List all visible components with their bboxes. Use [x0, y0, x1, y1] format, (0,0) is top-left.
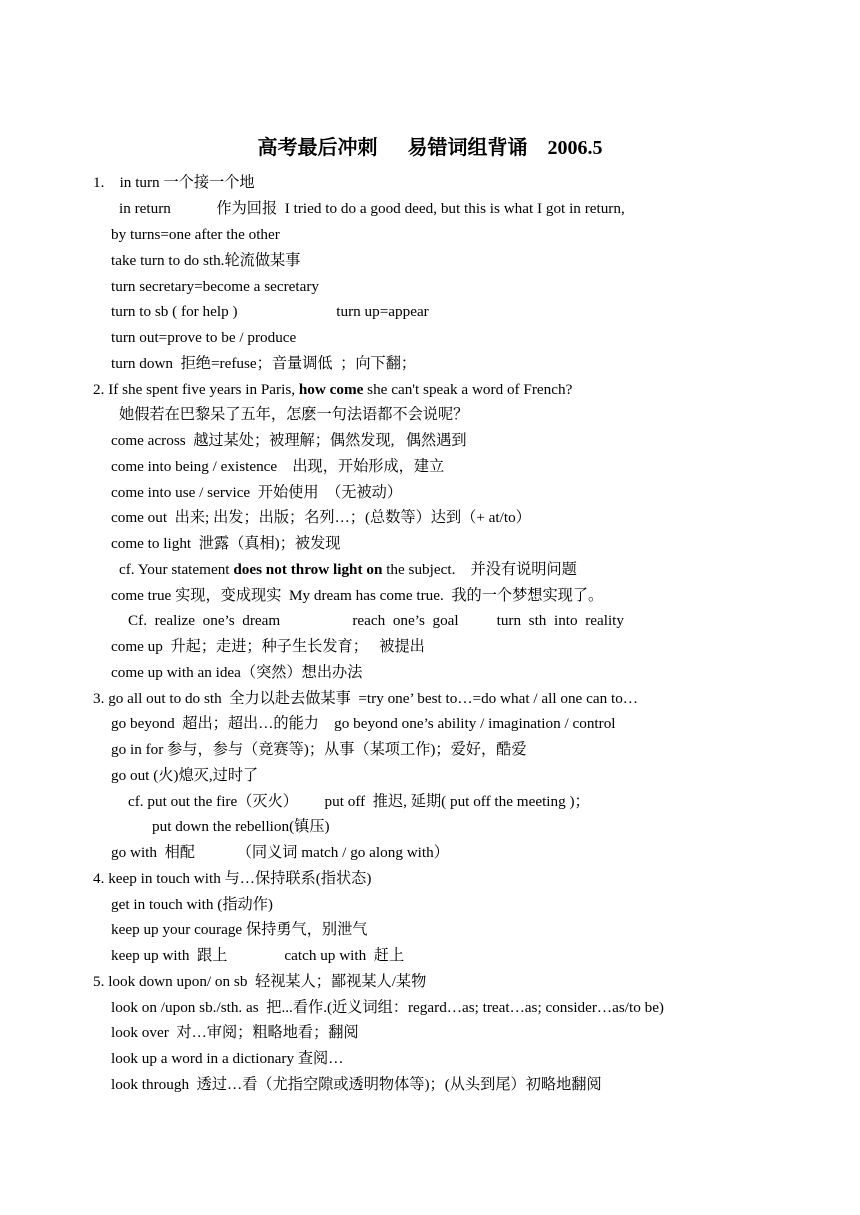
line-text: go beyond 超出；超出…的能力 go beyond one’s ability / imagination / control — [111, 715, 616, 732]
line-text: go out (火)熄灭,过时了 — [111, 767, 259, 784]
text-line — [152, 817, 330, 837]
line-text: 2. If she spent five years in Paris, — [93, 381, 299, 398]
text-line — [128, 611, 624, 631]
line-text: turn down 拒绝=refuse；音量调低 ；向下翻； — [111, 355, 417, 372]
page-title: 高考最后冲刺 易错词组背诵 2006.5 — [257, 137, 603, 159]
line-text: come into being / existence 出现，开始形成，建立 — [111, 458, 445, 475]
text-line — [111, 483, 402, 503]
line-text: keep up your courage 保持勇气，别泄气 — [111, 921, 368, 938]
line-text: 她假若在巴黎呆了五年，怎麽一句法语都不会说呢？ — [119, 406, 469, 423]
text-line — [93, 173, 255, 193]
text-line — [111, 534, 340, 554]
line-text: look over 对…审阅；粗略地看；翻阅 — [111, 1024, 359, 1041]
line-text: in return 作为回报 I tried to do a good deed, but this is what I got in return, — [119, 200, 625, 217]
text-line — [93, 869, 371, 889]
line-text: Cf. realize one’s dream reach one’s goal turn sth into reality — [128, 612, 624, 629]
bold-phrase: does not throw light on — [233, 561, 383, 578]
text-line — [111, 663, 362, 683]
text-line — [119, 199, 625, 219]
text-line — [111, 637, 425, 657]
line-text: 3. go all out to do sth 全力以赴去做某事 =try one’ best to…=do what / all one can to… — [93, 690, 638, 707]
line-text: keep up with 跟上 catch up with 赶上 — [111, 947, 405, 964]
text-line — [111, 328, 296, 348]
line-text: go in for 参与，参与（竞赛等)；从事（某项工作)；爱好，酷爱 — [111, 741, 527, 758]
line-text: cf. Your statement — [119, 561, 234, 578]
line-text: turn secretary=become a secretary — [111, 278, 319, 295]
line-text: come out 出来; 出发；出版；名列…；(总数等）达到（+ at/to） — [111, 509, 531, 526]
text-line — [93, 380, 572, 400]
line-text: come across 越过某处；被理解；偶然发现, 偶然遇到 — [111, 432, 467, 449]
text-line — [111, 277, 319, 297]
text-line — [111, 895, 273, 915]
text-line — [111, 740, 527, 760]
line-text: look through 透过…看（尤指空隙或透明物体等)；(从头到尾）初略地翻阅 — [111, 1076, 602, 1093]
text-line — [111, 586, 603, 606]
line-text: come up 升起；走进；种子生长发育； 被提出 — [111, 638, 425, 655]
line-text: 5. look down upon/ on sb 轻视某人；鄙视某人/某物 — [93, 973, 427, 990]
text-line — [119, 405, 468, 425]
line-text: look up a word in a dictionary 查阅… — [111, 1050, 344, 1067]
line-text: come to light 泄露（真相)；被发现 — [111, 535, 341, 552]
line-text: the subject. 并没有说明问题 — [382, 561, 577, 578]
line-text: go with 相配 （同义词 match / go along with） — [111, 844, 449, 861]
line-text: turn to sb ( for help ) turn up=appear — [111, 303, 429, 320]
line-text: come into use / service 开始使用 （无被动） — [111, 484, 403, 501]
text-line — [111, 251, 300, 271]
text-line — [111, 998, 664, 1018]
text-line — [111, 457, 444, 477]
text-line — [128, 792, 590, 812]
line-text: get in touch with (指动作) — [111, 896, 273, 913]
text-line — [111, 225, 280, 245]
text-line — [93, 972, 426, 992]
text-line — [111, 843, 449, 863]
text-line — [111, 302, 429, 322]
line-text: look on /upon sb./sth. as 把...看作.(近义词组：regard…as; treat…as; consider…as/to be) — [111, 999, 664, 1016]
line-text: take turn to do sth.轮流做某事 — [111, 252, 301, 269]
text-line — [111, 766, 258, 786]
line-text: come up with an idea（突然）想出办法 — [111, 664, 363, 681]
text-line — [111, 354, 416, 374]
line-text: 4. keep in touch with 与…保持联系(指状态) — [93, 870, 372, 887]
text-line — [111, 1023, 359, 1043]
line-text: put down the rebellion(镇压) — [152, 818, 330, 835]
line-text: 1. in turn 一个接一个地 — [93, 174, 255, 191]
line-text: come true 实现，变成现实 My dream has come true. 我的一个梦想实现了。 — [111, 587, 604, 604]
text-line — [111, 920, 367, 940]
bold-phrase: how come — [298, 381, 364, 398]
text-line — [111, 946, 404, 966]
text-line — [111, 431, 467, 451]
line-text: she can't speak a word of French? — [363, 381, 573, 398]
text-line — [111, 1075, 602, 1095]
text-line — [111, 508, 531, 528]
line-text: by turns=one after the other — [111, 226, 280, 243]
text-line — [93, 689, 638, 709]
line-text: turn out=prove to be / produce — [111, 329, 297, 346]
text-line — [119, 560, 577, 580]
text-line — [111, 714, 616, 734]
line-text: cf. put out the fire（灭火） put off 推迟, 延期( put off the meeting )； — [128, 793, 590, 810]
text-line — [111, 1049, 343, 1069]
